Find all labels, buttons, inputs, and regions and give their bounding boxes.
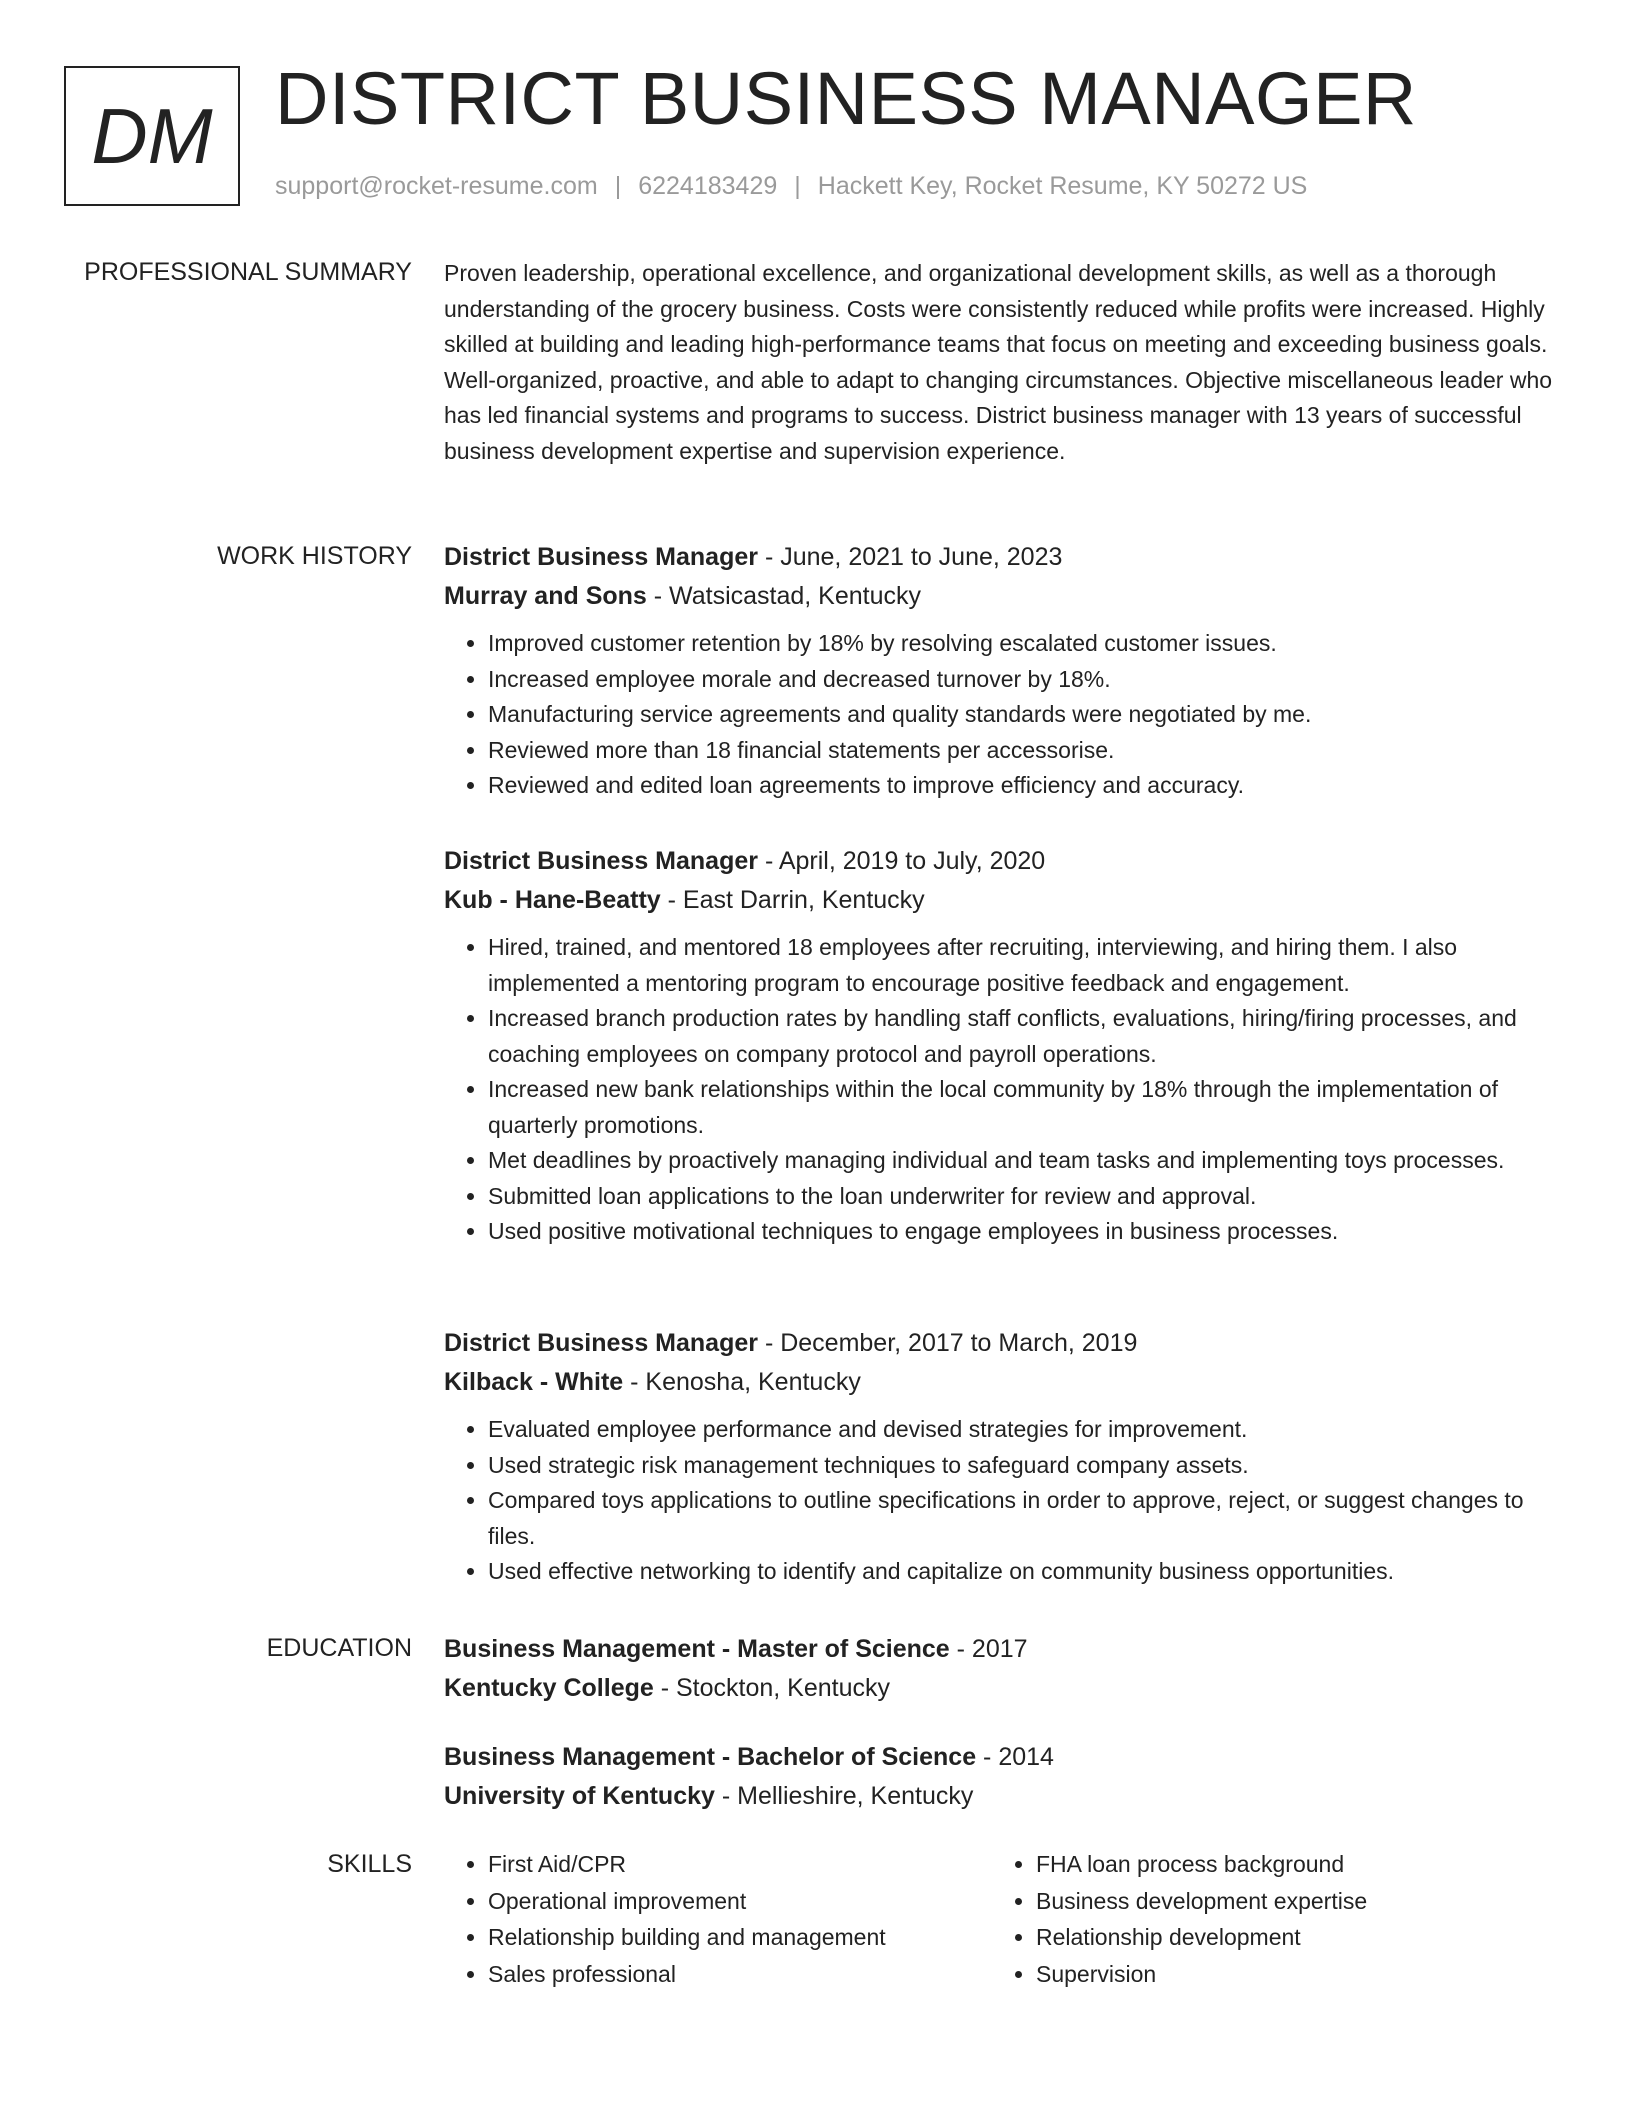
degree: Business Management - Master of Science — [444, 1635, 950, 1663]
school-location: - Mellieshire, Kentucky — [714, 1782, 974, 1810]
summary-text: Proven leadership, operational excellence, and organizational development skills, as well as a thorough understanding of the grocery business. Costs were consistently reduced while profits were increased. Highly skilled at building and leading high-performance teams that focus on meeting and exceeding business goals. Well-organized, proactive, and able to adapt to changing circumstances. Objective miscellaneous leader who has led financial systems and programs to success. District business manager with 13 years of successful business development expertise and supervision experience. — [444, 260, 1553, 464]
list-item: • Relationship development — [1036, 1919, 1536, 1956]
list-item: • Used positive motivational techniques to engage employees in business processes. — [488, 1214, 1560, 1250]
list-item: • First Aid/CPR — [488, 1846, 988, 1883]
job-title-line — [444, 538, 1560, 577]
job-dates: - December, 2017 to March, 2019 — [758, 1329, 1138, 1357]
list-item: • Increased branch production rates by handling staff conflicts, evaluations, hiring/firing processes, and coaching employees on company protocol and payroll operations. — [488, 1001, 1560, 1072]
list-item: • Used strategic risk management techniques to safeguard company assets. — [488, 1448, 1560, 1484]
job-entry — [444, 538, 1560, 804]
list-item: • Operational improvement — [488, 1883, 988, 1920]
job-location: - East Darrin, Kentucky — [660, 886, 925, 914]
job-company: Kilback - White — [444, 1368, 624, 1396]
job-company: Kub - Hane-Beatty — [444, 886, 661, 914]
job-company-line — [444, 881, 1560, 920]
resume-title: DISTRICT BUSINESS MANAGER — [275, 57, 1417, 140]
job-company-line — [444, 577, 1560, 616]
job-title-line — [444, 842, 1560, 881]
monogram: DM — [64, 66, 240, 206]
degree-line — [444, 1738, 1560, 1777]
list-item: • Hired, trained, and mentored 18 employees after recruiting, interviewing, and hiring them. I also implemented a mentoring program to encourage positive feedback and engagement. — [488, 930, 1560, 1001]
job-company: Murray and Sons — [444, 582, 647, 610]
list-item: • Improved customer retention by 18% by resolving escalated customer issues. — [488, 626, 1560, 662]
job-entry — [444, 1324, 1560, 1590]
contact-address: Hackett Key, Rocket Resume, KY 50272 US — [817, 172, 1308, 200]
job-bullets — [444, 626, 1560, 804]
school-line — [444, 1669, 1560, 1708]
job-dates: - April, 2019 to July, 2020 — [758, 847, 1046, 875]
skills-column-right — [992, 1846, 1536, 1992]
school-line — [444, 1777, 1560, 1816]
job-company-line — [444, 1363, 1560, 1402]
list-item: • Evaluated employee performance and devised strategies for improvement. — [488, 1412, 1560, 1448]
degree-year: - 2017 — [949, 1635, 1028, 1663]
list-item: • Manufacturing service agreements and quality standards were negotiated by me. — [488, 697, 1560, 733]
list-item: • Reviewed more than 18 financial statements per accessorise. — [488, 733, 1560, 769]
list-item: • Sales professional — [488, 1956, 988, 1993]
degree-year: - 2014 — [976, 1743, 1054, 1771]
contact-line — [275, 172, 1307, 201]
education-entry — [444, 1630, 1560, 1708]
job-location: - Kenosha, Kentucky — [623, 1368, 861, 1396]
list-item: • FHA loan process background — [1036, 1846, 1536, 1883]
job-location: - Watsicastad, Kentucky — [646, 582, 921, 610]
list-item: • Used effective networking to identify and capitalize on community business opportunities. — [488, 1554, 1560, 1590]
job-entry — [444, 842, 1560, 1250]
job-title-line — [444, 1324, 1560, 1363]
school: Kentucky College — [444, 1674, 654, 1702]
job-title: District Business Manager — [444, 1329, 758, 1357]
list-item: • Increased new bank relationships within the local community by 18% through the implementation of quarterly promotions. — [488, 1072, 1560, 1143]
degree: Business Management - Bachelor of Science — [444, 1743, 977, 1771]
section-label-work: WORK HISTORY — [217, 542, 412, 570]
skills-column-left — [444, 1846, 988, 1992]
degree-line — [444, 1630, 1560, 1669]
list-item: • Compared toys applications to outline specifications in order to approve, reject, or suggest changes to files. — [488, 1483, 1560, 1554]
job-dates: - June, 2021 to June, 2023 — [758, 543, 1063, 571]
job-title: District Business Manager — [444, 543, 758, 571]
list-item: • Submitted loan applications to the loan underwriter for review and approval. — [488, 1179, 1560, 1215]
contact-phone: 6224183429 — [638, 172, 778, 200]
job-bullets — [444, 1412, 1560, 1590]
section-label-skills: SKILLS — [327, 1850, 412, 1878]
list-item: • Business development expertise — [1036, 1883, 1536, 1920]
job-bullets — [444, 930, 1560, 1250]
list-item: • Met deadlines by proactively managing individual and team tasks and implementing toys processes. — [488, 1143, 1560, 1179]
section-label-summary: PROFESSIONAL SUMMARY — [84, 258, 412, 286]
school: University of Kentucky — [444, 1782, 715, 1810]
list-item: • Reviewed and edited loan agreements to improve efficiency and accuracy. — [488, 768, 1560, 804]
list-item: • Supervision — [1036, 1956, 1536, 1993]
school-location: - Stockton, Kentucky — [653, 1674, 890, 1702]
list-item: • Relationship building and management — [488, 1919, 988, 1956]
section-label-education: EDUCATION — [266, 1634, 412, 1662]
contact-separator: | — [614, 172, 622, 200]
skills-list — [444, 1846, 1560, 1992]
education-entry — [444, 1738, 1560, 1816]
contact-separator: | — [794, 172, 801, 200]
contact-email: support@rocket-resume.com — [275, 172, 598, 200]
job-title: District Business Manager — [444, 847, 758, 875]
list-item: • Increased employee morale and decreased turnover by 18%. — [488, 662, 1560, 698]
